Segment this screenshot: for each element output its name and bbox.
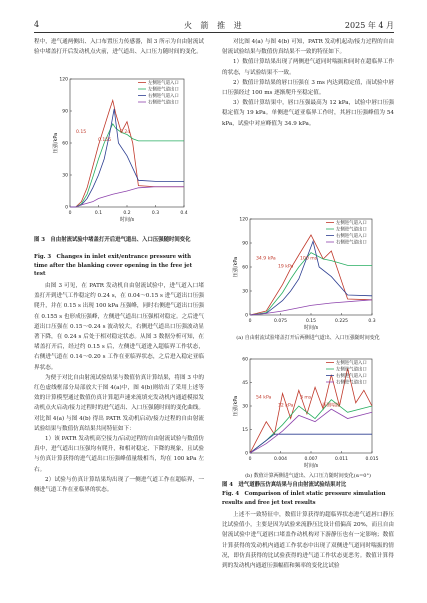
page-header [34, 18, 394, 32]
x-tick-label: 0.015 [365, 457, 379, 462]
paragraph: 由图 3 可见，在 PATR 发动机自由射流试验中，进气道入口堵盖打开到进气工作稳定约 0.24 s，在 0.04～0.15 s 进气道出口压强爬升，并在 0.15 s 出现 100 kPa 压强峰，同时右侧进气道出口压强在 0.155 s 也形成压强峰，左侧进气道出口压强相对稳定。之后进气道出口压强在 0.15～0.24 s 波动较大，右侧进气道出口压强波动显著下降，在 0.24 s 后处于相对稳定状态。从图 3 数据分析可知，在堵盖打开后，经过约 0.15 s 后，左侧进气道进入超临界工作状态，右侧进气道在 0.14～0.20 s 工作在亚临界状态，之后进入稳定亚临界状态。 [34, 283, 204, 371]
y-tick-label: 30 [242, 404, 248, 410]
figure-4b-subcaption: (b) 数值计算两侧进气道出、入口压力随时间变化(α=0°) [245, 473, 371, 479]
series-line-2 [70, 109, 184, 207]
x-tick-label: 0 [68, 211, 72, 216]
annotation-label: 54 kPa [256, 395, 272, 401]
series-line-1 [70, 124, 184, 207]
y-tick-label: 60 [62, 141, 68, 147]
legend-label: 左侧进气道出口 [336, 227, 367, 233]
figure-3-caption-en: Fig. 3 Changes in inlet exit/entrance pressure with time after the blanking cover opening in the free jet test [34, 254, 193, 278]
series-line-3 [70, 187, 184, 207]
figure-4b-chart [230, 353, 380, 471]
legend-label: 左侧进气道出口 [336, 367, 367, 373]
y-axis-label: 压强/kPa [233, 395, 239, 417]
journal-title: 火 箭 推 进 [184, 21, 245, 30]
series-line-2 [250, 434, 372, 453]
legend-label: 右侧进气道出口 [336, 380, 367, 386]
paragraph: 程中，进气通两侧出、入口布置压力传感器，图 3 所示为自由射流试验中堵盖打开后发动机点火前，进气道出、入口压力随时间的变化。 [34, 39, 204, 56]
x-tick-label: 0.011 [335, 457, 348, 462]
paragraph: 2）试验与仿真计算结果均出现了一侧进气道工作在超临界，一侧进气道工作在亚临界的状态。 [34, 476, 204, 494]
list-item: 2）数值计算结果的唇口压强在 3 ms 内达到稳定值，而试验中唇口压强经过 100 ms 逐渐爬升至稳定值。 [222, 79, 394, 97]
figure-4-caption-en: Fig. 4 Comparison of inlet static pressure simulation results and free jet test results [222, 491, 386, 506]
y-tick-label: 120 [239, 217, 248, 223]
legend-label: 左侧进气道入口 [336, 361, 367, 366]
series-line-1 [250, 400, 372, 453]
annotation-label: 两侧喘振 [322, 403, 341, 409]
y-tick-label: 0 [245, 451, 248, 457]
legend-label: 右侧进气道入口 [336, 234, 367, 239]
y-tick-label: 30 [242, 289, 248, 295]
y-tick-label: 60 [242, 357, 248, 363]
left-intro-text [34, 37, 204, 57]
legend-label: 右侧进气道入口 [336, 374, 367, 379]
legend-label: 右侧进气道出口 [336, 240, 367, 246]
figure-3-chart [52, 73, 192, 233]
y-tick-label: 90 [242, 241, 248, 247]
x-axis-label: 时间/s [119, 217, 135, 223]
paragraph: 上述不一致特征中，数值计算获得的超临界状态进气道唇口静压比试验值小，主要是因为试验来流静压比设计值偏高 20%，而且自由射流试验中进气道唇口堵盖作动机构对下游静压也有一定影响；数值计算获得的发动机内通道工作状态中出现了双侧进气道同时喘振的情况，即仿真获得的比试验获得的进气道工作状态更恶劣。数值计算得到的发动机内通道压强幅值和频率的变化比试验 [222, 512, 394, 570]
x-tick-label: 0.3 [151, 211, 160, 216]
legend-label: 左侧进气道入口 [148, 81, 179, 86]
x-tick-label: 0.004 [274, 457, 287, 462]
page-number: 4 [34, 20, 40, 29]
y-tick-label: 120 [59, 77, 68, 83]
x-tick-label: 0 [248, 457, 252, 462]
annotation-label: 3 ms [300, 395, 312, 401]
x-tick-label: 0.2 [123, 211, 131, 216]
y-axis-label: 压强/kPa [53, 132, 59, 154]
x-tick-label: 0 [248, 319, 252, 324]
figure-4-caption-cn: 图 4 进气道静压仿真结果与自由射流试验结果对比 [222, 482, 347, 488]
left-body-text [34, 281, 204, 495]
annotation-label: 34.9 kPa [256, 256, 276, 262]
x-axis-label: 时间/s [303, 463, 319, 469]
x-tick-label: 0.075 [274, 319, 287, 324]
issue-date: 2025 年 4 月 [344, 21, 394, 30]
y-axis-label: 压强/kPa [233, 256, 239, 278]
annotation-label: 100 ms [300, 256, 318, 262]
x-tick-label: 0.225 [335, 319, 348, 324]
x-tick-label: 0.007 [304, 457, 318, 462]
figure-4a-chart [230, 213, 380, 333]
figure-4a-subcaption: (a) 自由射流试验堵盖打开后两侧进气道出、入口压强随时间变化 [236, 335, 380, 341]
annotation-label: 12 kPa [278, 403, 294, 409]
annotation-label: 0.24 [120, 129, 131, 135]
y-tick-label: 0 [65, 205, 68, 211]
paragraph: 为便于对比自由射流试验结果与数值仿真计算结果，将图 3 中的红色虚线框部分局部放大于图 4(a)中，图 4(b)则给出了采用上述等效的计算模型通过数值仿真计算超声速来流填充发动机内通道模拟发动机点火启动/接力过程时的进气道出、入口压强随时间的变化曲线。对比图 4(a) 与图 4(b) 得出 PATR 发动机启动/接力过程的自由射流试验结果与数值仿真结果共同特征如下： [34, 374, 204, 432]
legend-label: 左侧进气道出口 [148, 87, 179, 93]
y-tick-label: 60 [242, 265, 248, 271]
paragraph: 1）该 PATR 发动机高空接力/启动过程的自由射流试验与数值仿真中，进气道出口压强均有爬升，和相对稳定、下降的现象，且试验与仿真计算获得的进气道出口压强峰值量级相当，均在 100 kPa 左右。 [34, 436, 204, 473]
list-item: 1）数值计算结果出现了两侧进气道同时喘振和同时在超临界工作的状态，与试验结果不一致。 [222, 59, 394, 76]
y-tick-label: 30 [62, 173, 68, 179]
annotation-label: 0.15 [76, 129, 87, 135]
x-tick-label: 0.4 [180, 211, 188, 216]
header-rule [34, 32, 394, 33]
legend-label: 右侧进气道入口 [148, 94, 179, 99]
paragraph: 对比图 4(a) 与图 4(b) 可知，PATR 发动机起动/接力过程的自由射流试验结果与数值仿真结果不一致的特征如下。 [222, 39, 394, 56]
x-tick-label: 0.1 [94, 211, 103, 216]
annotation-label: 0.155 [98, 137, 112, 143]
legend-label: 左侧进气道入口 [336, 221, 367, 226]
annotation-label: 19 kPa [278, 264, 294, 270]
right-intro-text [222, 37, 394, 129]
x-axis-label: 时间/s [303, 325, 319, 331]
x-tick-label: 0.3 [368, 319, 376, 324]
list-item: 3）数值计算结果中，唇口压强最高为 12 kPa，试验中唇口压强稳定值为 19 kPa。单侧进气道亚临界工作时，其唇口压强峰值为 54 kPa，试验中对应峰值为 34.9 kPa。 [222, 100, 394, 127]
legend-label: 右侧进气道出口 [148, 100, 179, 106]
right-bottom-text [222, 510, 394, 571]
figure-3-caption-cn: 图 3 自由射流试验中堵盖打开后进气道出、入口压强随时间变化 [34, 237, 191, 243]
x-tick-label: 0.15 [305, 319, 317, 324]
y-tick-label: 15 [242, 428, 248, 433]
y-tick-label: 90 [62, 109, 68, 115]
y-tick-label: 0 [245, 313, 248, 319]
y-tick-label: 45 [242, 381, 248, 386]
